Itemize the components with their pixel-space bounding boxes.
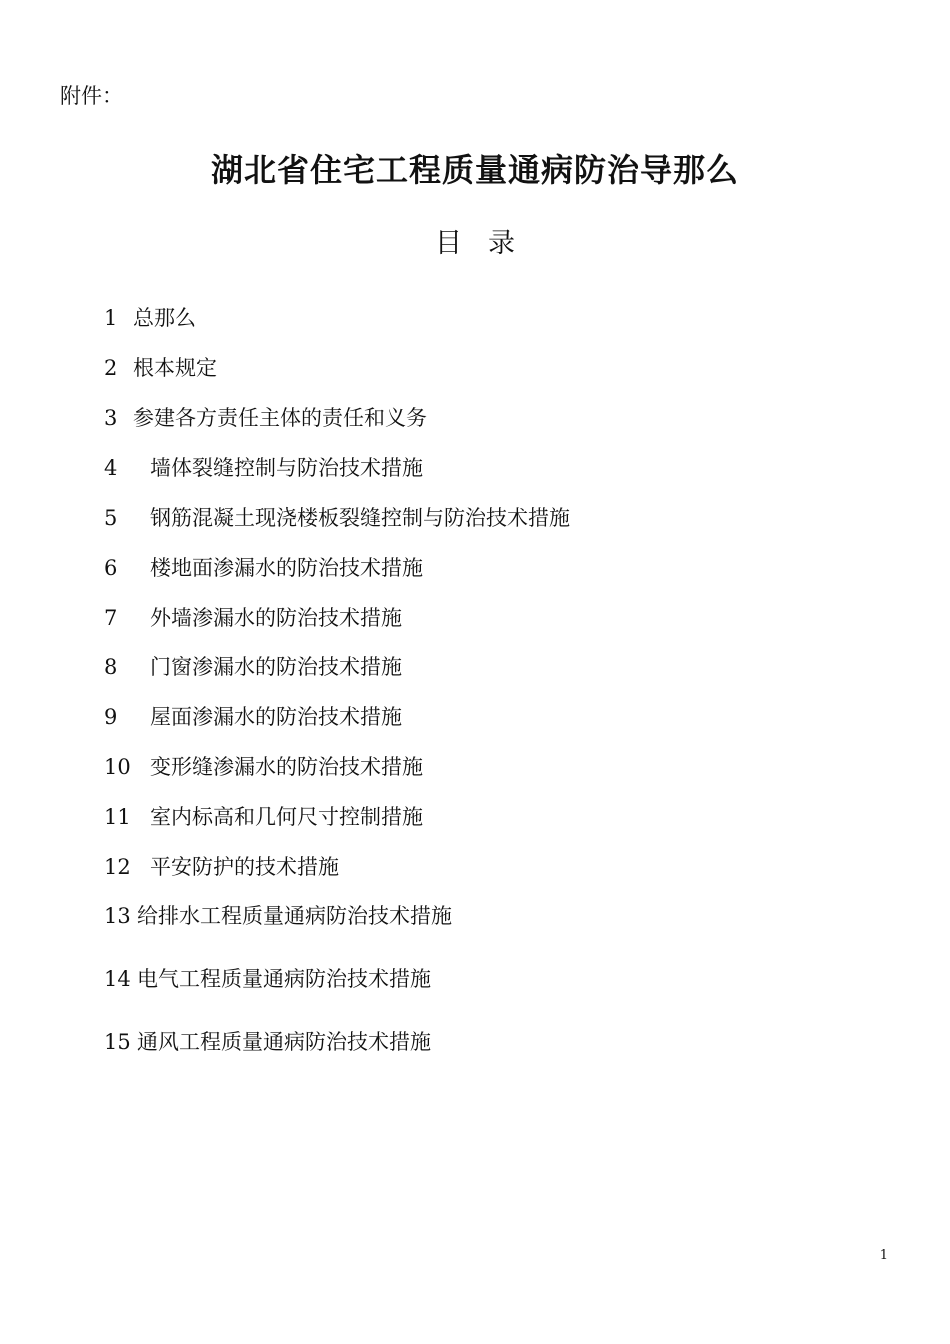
toc-item-number: 10: [104, 755, 131, 779]
toc-item-text: 楼地面渗漏水的防治技术措施: [150, 556, 423, 580]
toc-item-number: 6: [104, 556, 118, 580]
document-title: 湖北省住宅工程质量通病防治导那么: [210, 151, 739, 189]
toc-item-number: 8: [104, 655, 118, 679]
page-number: 1: [879, 1248, 888, 1263]
toc-item: [104, 403, 427, 433]
toc-item: [104, 503, 570, 533]
toc-heading: 目录: [435, 228, 541, 259]
toc-item-number: 3: [104, 406, 118, 430]
toc-item-number: 2: [104, 356, 118, 380]
toc-item-text: 总那么: [133, 306, 196, 330]
toc-item-text: 钢筋混凝土现浇楼板裂缝控制与防治技术措施: [150, 506, 570, 530]
toc-item-number: 1: [104, 306, 118, 330]
toc-item-number: 13: [104, 904, 131, 928]
toc-item-text: 给排水工程质量通病防治技术措施: [137, 904, 452, 928]
toc-item: [104, 752, 423, 782]
toc-item: [104, 702, 402, 732]
toc-item-number: 14: [104, 967, 131, 991]
toc-item-text: 变形缝渗漏水的防治技术措施: [150, 755, 423, 779]
toc-item-number: 11: [104, 805, 131, 829]
toc-item: [104, 852, 339, 882]
toc-item-text: 外墙渗漏水的防治技术措施: [150, 606, 402, 630]
toc-item-number: 4: [104, 456, 118, 480]
toc-item-text: 电气工程质量通病防治技术措施: [137, 967, 431, 991]
toc-item: [104, 553, 423, 583]
toc-item-number: 15: [104, 1030, 131, 1054]
toc-item-text: 室内标高和几何尺寸控制措施: [150, 805, 423, 829]
toc-item: [104, 453, 423, 483]
toc-item: [104, 603, 402, 633]
toc-item: [104, 303, 196, 333]
toc-item-number: 5: [104, 506, 118, 530]
toc-item-text: 门窗渗漏水的防治技术措施: [150, 655, 402, 679]
toc-item: [104, 353, 217, 383]
toc-item: [104, 901, 452, 931]
toc-item-number: 12: [104, 855, 131, 879]
toc-item-number: 7: [104, 606, 118, 630]
toc-item-number: 9: [104, 705, 118, 729]
toc-item-text: 平安防护的技术措施: [150, 855, 339, 879]
toc-item-text: 屋面渗漏水的防治技术措施: [150, 705, 402, 729]
toc-item: [104, 964, 431, 994]
toc-item: [104, 802, 423, 832]
toc-item: [104, 652, 402, 682]
toc-item-text: 通风工程质量通病防治技术措施: [137, 1030, 431, 1054]
toc-item: [104, 1027, 431, 1057]
attachment-label: 附件：: [60, 84, 123, 108]
toc-item-text: 参建各方责任主体的责任和义务: [133, 406, 427, 430]
toc-item-text: 墙体裂缝控制与防治技术措施: [150, 456, 423, 480]
toc-item-text: 根本规定: [133, 356, 217, 380]
